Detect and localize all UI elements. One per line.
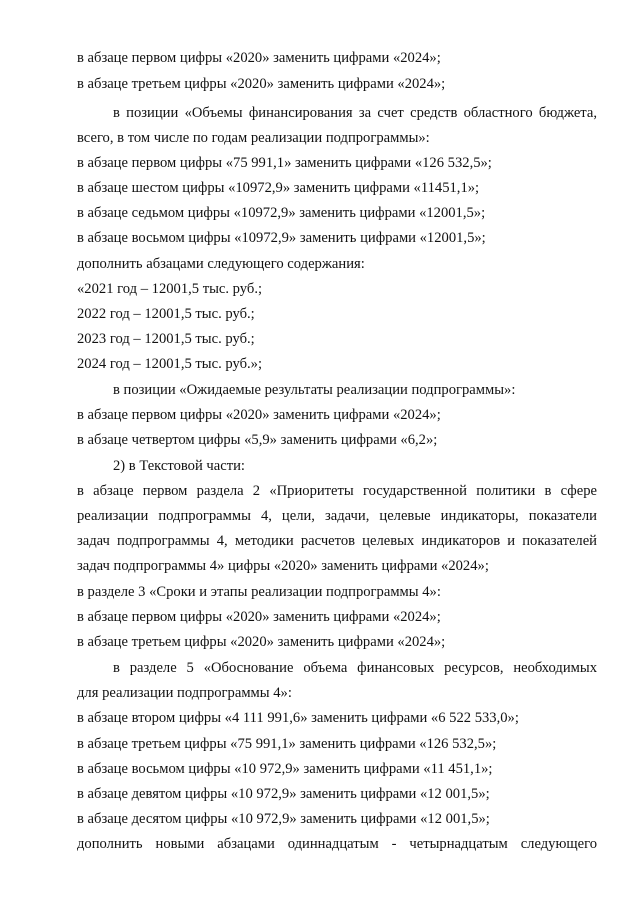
text-line-3: в позиции «Объемы финансирования за счет средств областного бюджета, [113, 105, 597, 121]
text-line-15: в абзаце первом цифры «2020» заменить цифрами «2024»; [77, 407, 441, 423]
text-line-20: задач подпрограммы 4, методики расчетов целевых индикаторов и показателей [77, 533, 597, 549]
text-line-1: в абзаце первом цифры «2020» заменить цифрами «2024»; [77, 50, 441, 66]
text-line-4: всего, в том числе по годам реализации подпрограммы»: [77, 130, 430, 146]
text-line-16: в абзаце четвертом цифры «5,9» заменить цифрами «6,2»; [77, 432, 438, 448]
text-line-21: задач подпрограммы 4» цифры «2020» заменить цифрами «2024»; [77, 558, 489, 574]
text-line-11: 2022 год – 12001,5 тыс. руб.; [77, 306, 255, 322]
text-line-14: в позиции «Ожидаемые результаты реализации подпрограммы»: [113, 382, 516, 398]
text-line-12: 2023 год – 12001,5 тыс. руб.; [77, 331, 255, 347]
text-line-18: в абзаце первом раздела 2 «Приоритеты государственной политики в сфере [77, 483, 597, 499]
text-line-28: в абзаце третьем цифры «75 991,1» заменить цифрами «126 532,5»; [77, 736, 497, 752]
text-line-8: в абзаце восьмом цифры «10972,9» заменить цифрами «12001,5»; [77, 230, 486, 246]
text-line-31: в абзаце десятом цифры «10 972,9» заменить цифрами «12 001,5»; [77, 811, 490, 827]
text-line-7: в абзаце седьмом цифры «10972,9» заменить цифрами «12001,5»; [77, 205, 486, 221]
text-line-17: 2) в Текстовой части: [113, 458, 245, 474]
text-line-2: в абзаце третьем цифры «2020» заменить цифрами «2024»; [77, 76, 446, 92]
text-line-26: для реализации подпрограммы 4»: [77, 685, 292, 701]
text-line-13: 2024 год – 12001,5 тыс. руб.»; [77, 356, 263, 372]
text-line-19: реализации подпрограммы 4, цели, задачи, целевые индикаторы, показатели [77, 508, 597, 524]
text-line-27: в абзаце втором цифры «4 111 991,6» заменить цифрами «6 522 533,0»; [77, 710, 519, 726]
text-line-25: в разделе 5 «Обоснование объема финансовых ресурсов, необходимых [113, 660, 597, 676]
text-line-24: в абзаце третьем цифры «2020» заменить цифрами «2024»; [77, 634, 446, 650]
text-line-9: дополнить абзацами следующего содержания: [77, 256, 365, 272]
text-line-22: в разделе 3 «Сроки и этапы реализации подпрограммы 4»: [77, 584, 441, 600]
text-line-6: в абзаце шестом цифры «10972,9» заменить цифрами «11451,1»; [77, 180, 480, 196]
text-line-10: «2021 год – 12001,5 тыс. руб.; [77, 281, 263, 297]
text-line-29: в абзаце восьмом цифры «10 972,9» заменить цифрами «11 451,1»; [77, 761, 493, 777]
text-line-23: в абзаце первом цифры «2020» заменить цифрами «2024»; [77, 609, 441, 625]
text-line-5: в абзаце первом цифры «75 991,1» заменить цифрами «126 532,5»; [77, 155, 492, 171]
text-line-32: дополнить новыми абзацами одиннадцатым - четырнадцатым следующего [77, 836, 597, 852]
text-line-30: в абзаце девятом цифры «10 972,9» заменить цифрами «12 001,5»; [77, 786, 490, 802]
